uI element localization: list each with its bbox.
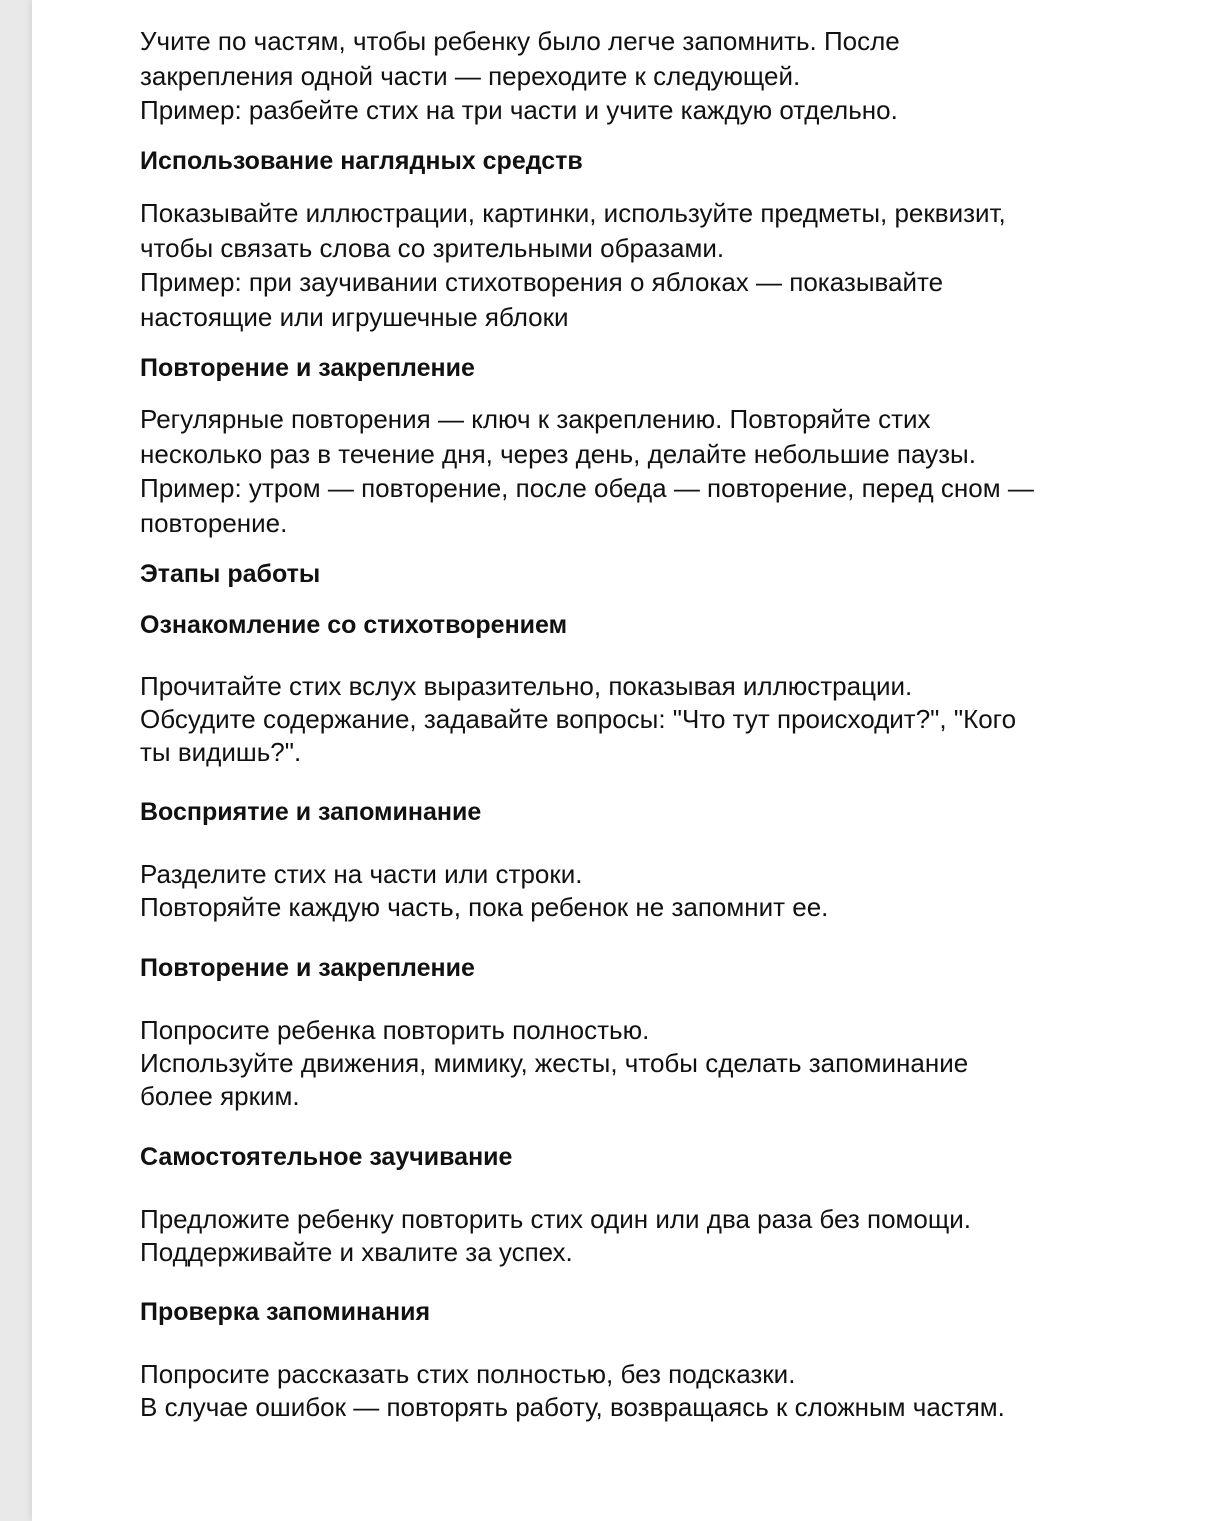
text-line: Попросите рассказать стих полностью, без подсказки. (140, 1359, 796, 1389)
text-line: Обсудите содержание, задавайте вопросы: "Что тут происходит?", "Кого (140, 704, 1017, 734)
document-page (32, 0, 1206, 1521)
text-line: Пример: при заучивании стихотворения о яблоках — показывайте (140, 267, 944, 297)
paragraph-visual-aids (140, 196, 1006, 334)
text-line: В случае ошибок — повторять работу, возвращаясь к сложным частям. (140, 1392, 1005, 1422)
paragraph-learn-by-parts (140, 24, 900, 128)
paragraph-perception (140, 858, 828, 924)
heading-work-stages: Этапы работы (140, 560, 321, 588)
text-line: Учите по частям, чтобы ребенку было легче запомнить. После (140, 26, 900, 56)
heading-perception: Восприятие и запоминание (140, 798, 482, 826)
text-line: настоящие или игрушечные яблоки (140, 301, 569, 332)
text-line: Повторяйте каждую часть, пока ребенок не запомнит ее. (140, 892, 829, 922)
heading-self-learning: Самостоятельное заучивание (140, 1143, 513, 1171)
paragraph-repetition (140, 402, 1034, 540)
text-line: чтобы связать слова со зрительными образами. (140, 232, 725, 263)
text-line: Показывайте иллюстрации, картинки, используйте предметы, реквизит, (140, 198, 1006, 228)
text-line: несколько раз в течение дня, через день, делайте небольшие паузы. (140, 438, 976, 469)
paragraph-introduction (140, 670, 1016, 769)
text-line: Попросите ребенка повторить полностью. (140, 1015, 650, 1045)
paragraph-self-learning (140, 1203, 971, 1269)
text-line: ты видишь?". (140, 737, 302, 767)
text-line: Поддерживайте и хвалите за успех. (140, 1237, 573, 1267)
text-line: повторение. (140, 507, 288, 538)
heading-consolidation: Повторение и закрепление (140, 954, 475, 982)
paragraph-memory-check (140, 1358, 1005, 1424)
text-line: более ярким. (140, 1081, 300, 1111)
text-line: Пример: разбейте стих на три части и учите каждую отдельно. (140, 95, 898, 125)
text-line: Предложите ребенку повторить стих один или два раза без помощи. (140, 1204, 972, 1234)
heading-introduction: Ознакомление со стихотворением (140, 611, 568, 639)
paragraph-consolidation (140, 1014, 968, 1113)
text-line: Используйте движения, мимику, жесты, чтобы сделать запоминание (140, 1048, 969, 1078)
heading-repetition: Повторение и закрепление (140, 354, 475, 382)
heading-memory-check: Проверка запоминания (140, 1298, 431, 1326)
text-line: Прочитайте стих вслух выразительно, показывая иллюстрации. (140, 671, 913, 701)
text-line: Разделите стих на части или строки. (140, 859, 583, 889)
text-line: Регулярные повторения — ключ к закреплению. Повторяйте стих (140, 404, 931, 434)
text-line: Пример: утром — повторение, после обеда — повторение, перед сном — (140, 473, 1034, 503)
text-line: закрепления одной части — переходите к следующей. (140, 60, 801, 91)
heading-visual-aids: Использование наглядных средств (140, 147, 583, 175)
